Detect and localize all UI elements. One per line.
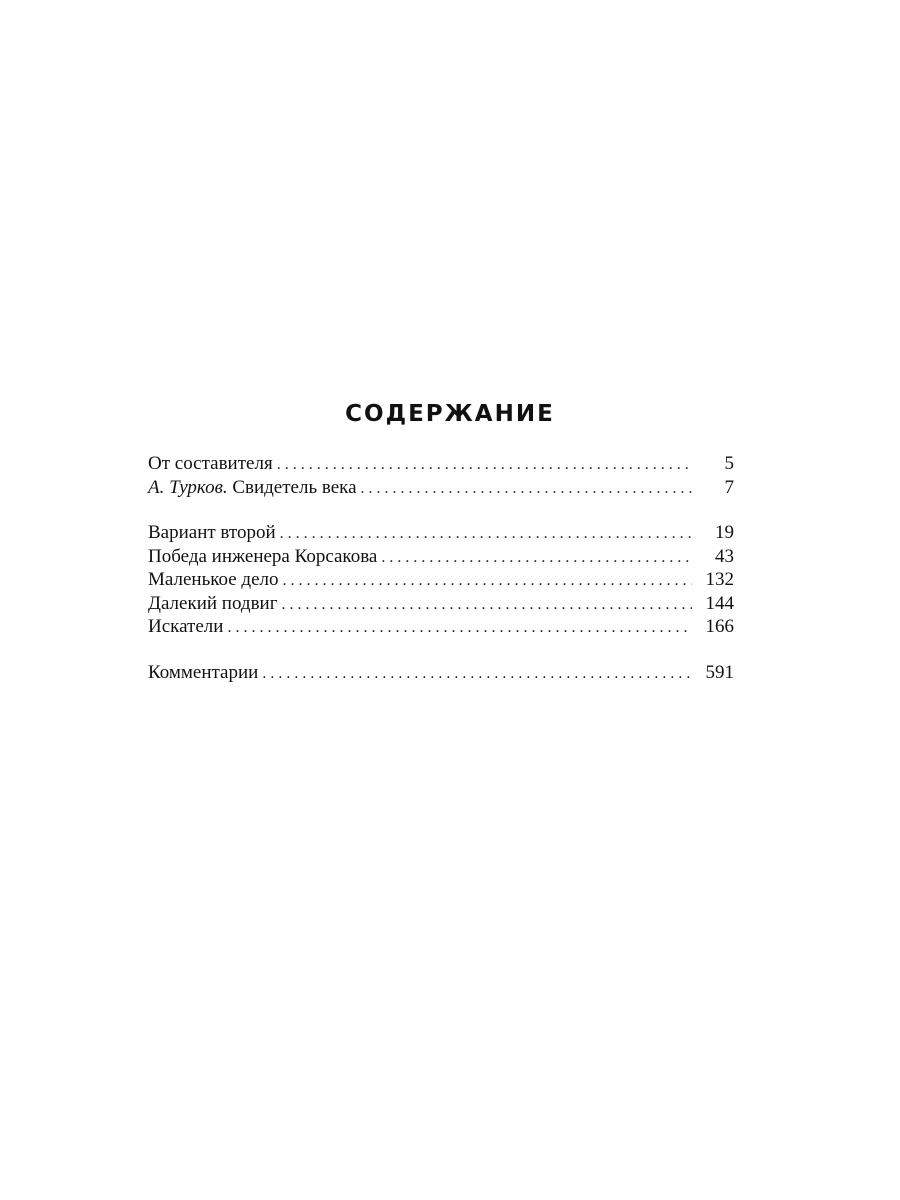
toc-entry-author: А. Турков. xyxy=(148,476,228,498)
toc-entry-text xyxy=(148,476,361,500)
toc-page-number: 19 xyxy=(715,522,734,543)
toc-entry-text xyxy=(148,615,227,639)
toc-entry xyxy=(148,615,734,639)
toc-page-number: 5 xyxy=(724,453,734,474)
dot-leader xyxy=(280,522,692,546)
toc-entry-text xyxy=(148,521,280,545)
toc-heading: СОДЕРЖАНИЕ xyxy=(345,401,555,427)
toc-entry xyxy=(148,452,734,476)
toc-entry-text xyxy=(148,545,381,569)
toc-entry-title: От составителя xyxy=(148,453,273,474)
toc-entry xyxy=(148,545,734,569)
toc-page-number: 132 xyxy=(705,569,734,590)
dot-leader xyxy=(262,662,692,686)
toc-entry-title: Победа инженера Корсакова xyxy=(148,545,378,567)
toc-entry xyxy=(148,568,734,592)
toc-entry-title: Вариант второй xyxy=(148,522,276,543)
toc-page-number: 166 xyxy=(705,616,734,637)
toc-entry-text xyxy=(148,592,282,616)
toc-entry-text xyxy=(148,452,277,476)
dot-leader xyxy=(282,593,692,617)
toc-page-number: 591 xyxy=(705,661,734,683)
table-of-contents xyxy=(148,452,734,706)
dot-leader xyxy=(277,453,692,477)
dot-leader xyxy=(227,616,692,640)
toc-group-front-matter xyxy=(148,452,734,499)
toc-entry xyxy=(148,476,734,500)
toc-entry xyxy=(148,592,734,616)
toc-entry-text xyxy=(148,568,283,592)
toc-group-works xyxy=(148,521,734,639)
toc-entry xyxy=(148,521,734,545)
toc-entry-title: Комментарии xyxy=(148,661,259,683)
toc-entry-text xyxy=(148,661,262,685)
toc-page-number: 7 xyxy=(724,476,734,498)
toc-page-number: 144 xyxy=(705,592,734,614)
toc-entry-title: Искатели xyxy=(148,616,224,637)
toc-page-number: 43 xyxy=(715,545,734,567)
dot-leader xyxy=(381,546,692,570)
toc-entry-title: Далекий подвиг xyxy=(148,592,278,614)
dot-leader xyxy=(283,569,692,593)
toc-entry xyxy=(148,661,734,685)
toc-entry-title: Маленькое дело xyxy=(148,569,279,590)
toc-group-back-matter xyxy=(148,661,734,685)
toc-entry-title: Свидетель века xyxy=(232,476,357,498)
dot-leader xyxy=(361,477,692,501)
